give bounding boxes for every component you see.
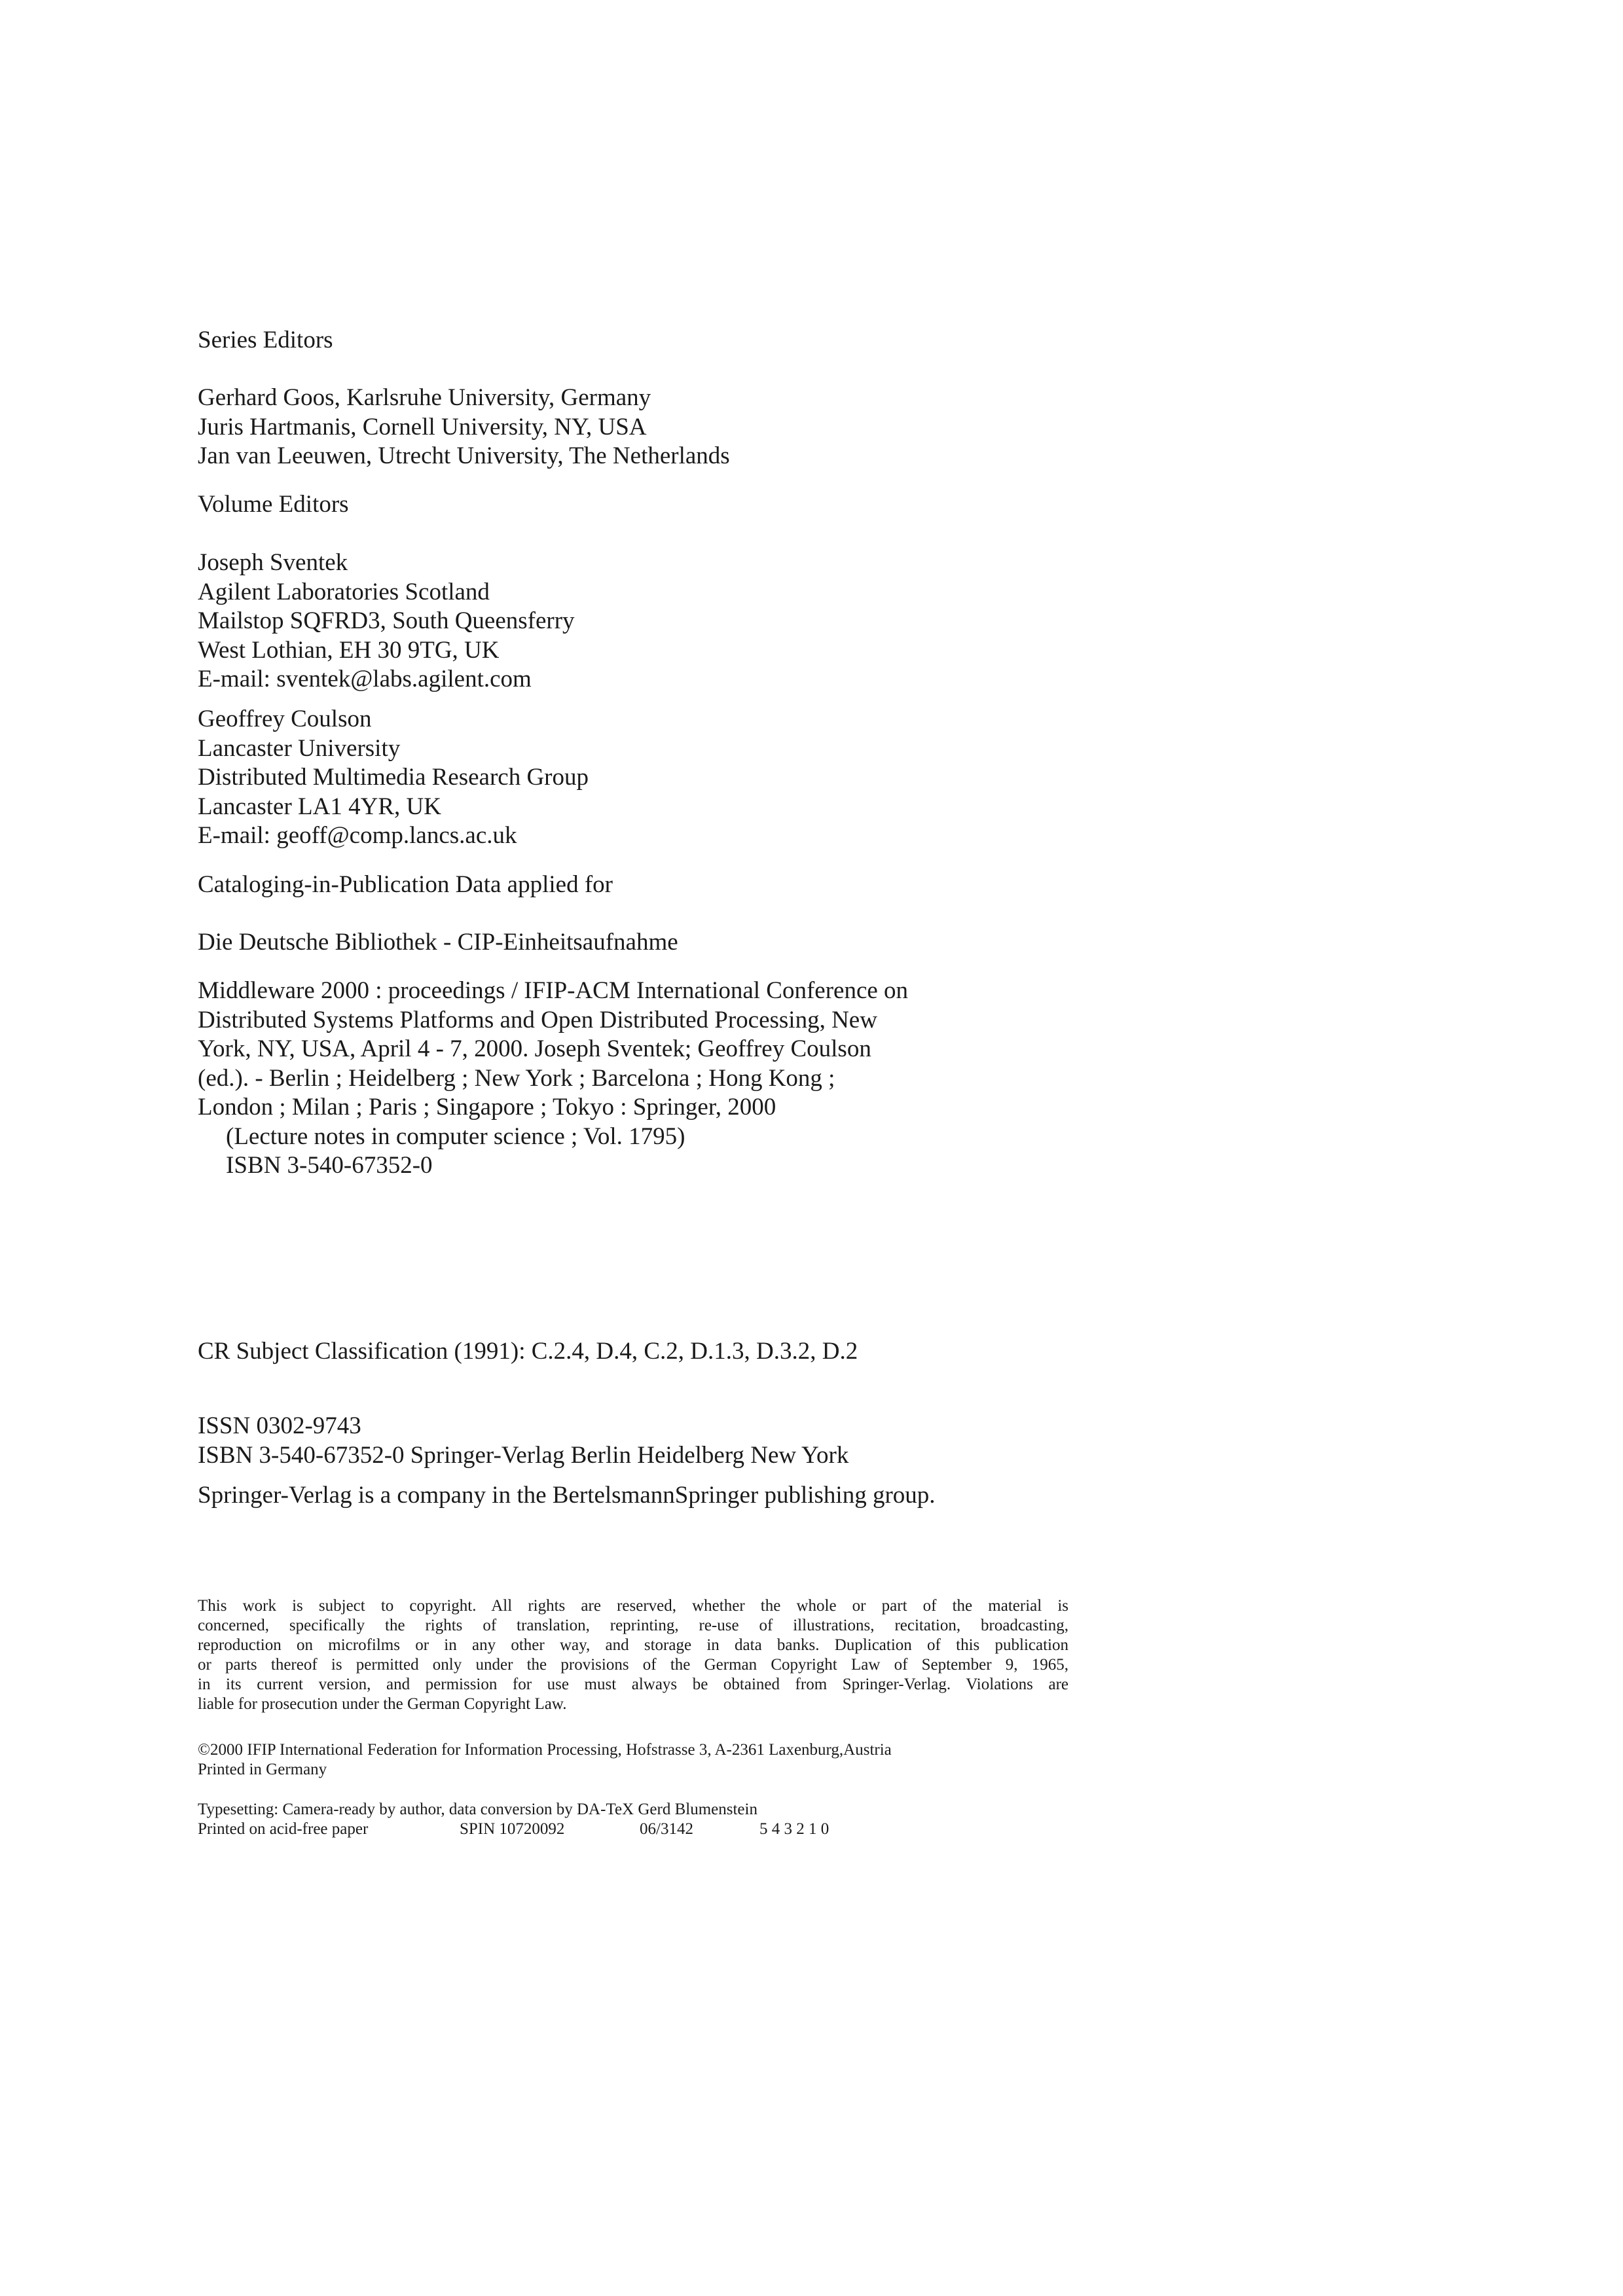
printing-info <box>198 1820 1114 1839</box>
cr-subject-classification: CR Subject Classification (1991): C.2.4, D.4, C.2, D.1.3, D.3.2, D.2 <box>198 1338 858 1365</box>
copyright-owner: ©2000 IFIP International Federation for Information Processing, Hofstrasse 3, A-2361 Laxenburg,Austria Printed in Germany <box>198 1741 892 1778</box>
cip-entry: Middleware 2000 : proceedings / IFIP-ACM International Conference on Distributed Systems Platforms and Open Distributed Processing, New York, NY, USA, April 4 - 7, 2000. Joseph Sventek; Geoffrey Coulson (ed.). - Berlin ; Heidelberg ; New York ; Barcelona ; Hong Kong ; London ; Milan ; Paris ; Singapore ; Tokyo : Springer, 2000 (Lecture notes in computer science ; Vol. 1795) ISBN 3-540-67352-0 <box>198 977 1114 1181</box>
series-editors-list <box>198 384 1114 471</box>
series-note: (Lecture notes in computer science ; Vol. 1795) <box>226 1122 685 1150</box>
publisher-note: Springer-Verlag is a company in the BertelsmannSpringer publishing group. <box>198 1482 936 1509</box>
print-code: 06/3142 <box>640 1820 693 1838</box>
identifiers <box>198 1412 1114 1470</box>
volume-editors-heading: Volume Editors <box>198 491 349 518</box>
series-editors-heading: Series Editors <box>198 327 333 353</box>
issn: ISSN 0302-9743 <box>198 1412 361 1439</box>
isbn: ISBN 3-540-67352-0 Springer-Verlag Berlin Heidelberg New York <box>198 1441 849 1469</box>
cip-applied: Cataloging-in-Publication Data applied for <box>198 871 613 898</box>
volume-editor-2-address: Geoffrey Coulson Lancaster University Distributed Multimedia Research Group Lancaster LA1 4YR, UK E-mail: geoff@comp.lancs.ac.uk <box>198 705 1114 851</box>
series-editor: Gerhard Goos, Karlsruhe University, Germany <box>198 384 651 411</box>
series-editor: Juris Hartmanis, Cornell University, NY, USA <box>198 413 647 440</box>
email-address: E-mail: sventek@labs.agilent.com <box>198 666 532 692</box>
cip-isbn: ISBN 3-540-67352-0 <box>226 1152 433 1179</box>
series-editor: Jan van Leeuwen, Utrecht University, The Netherlands <box>198 442 730 469</box>
typesetting-note: Typesetting: Camera-ready by author, data conversion by DA-TeX Gerd Blumenstein <box>198 1801 757 1818</box>
colophon <box>198 1800 1114 1839</box>
paper-note: Printed on acid-free paper <box>198 1820 369 1838</box>
print-run: 5 4 3 2 1 0 <box>759 1820 830 1838</box>
cip-bibliothek: Die Deutsche Bibliothek - CIP-Einheitsaufnahme <box>198 929 678 956</box>
email-address: E-mail: geoff@comp.lancs.ac.uk <box>198 822 517 849</box>
spin-number: SPIN 10720092 <box>460 1820 565 1838</box>
copyright-notice: This work is subject to copyright. All rights are reserved, whether the whole or part of the material is concerned, specifically the rights of translation, reprinting, re-use of illustrations, recitation, broadcasting, reproduction on microfilms or in any other way, and storage in data banks. Duplication of this publication or parts thereof is permitted only under the provisions of the German Copyright Law of September 9, 1965, in its current version, and permission for use must always be obtained from Springer-Verlag. Violations are liable for prosecution under the German Copyright Law. <box>198 1597 1068 1713</box>
volume-editor-1-address: Joseph Sventek Agilent Laboratories Scotland Mailstop SQFRD3, South Queensferry West Lothian, EH 30 9TG, UK E-mail: sventek@labs.agilent.com <box>198 548 1114 694</box>
